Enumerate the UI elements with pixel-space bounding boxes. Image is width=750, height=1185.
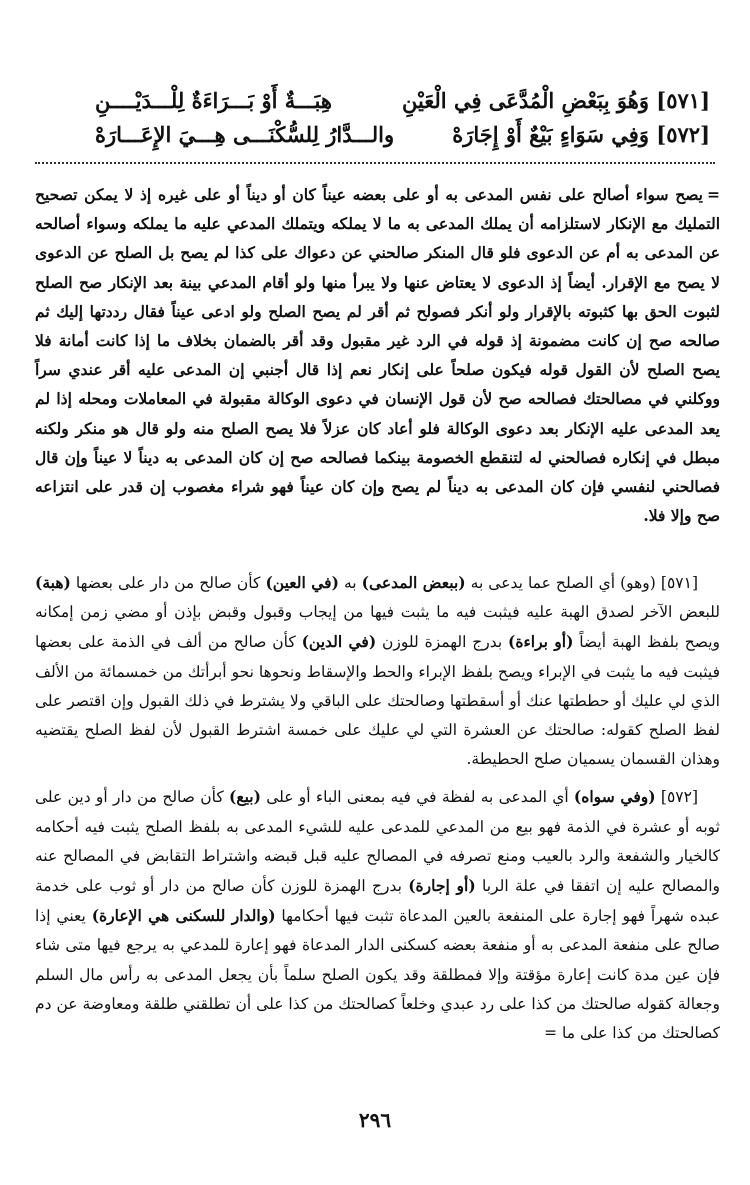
- commentary: [35, 568, 720, 1056]
- commentary-text: به: [338, 574, 362, 592]
- verse-572-first-hemistich: [452, 122, 710, 147]
- footnote-marker: =: [707, 185, 720, 204]
- commentary-text: (وهو) أي الصلح عما يدعى به: [465, 574, 656, 592]
- page-number: ٢٩٦: [358, 1108, 392, 1132]
- dotted-divider: [35, 162, 715, 164]
- matn-quote: (في العين): [265, 573, 339, 592]
- matn-quote: (ببعض المدعى): [361, 573, 466, 592]
- matn-quote: (في الدين): [301, 632, 377, 652]
- verse-block: [95, 88, 710, 156]
- verse-571-number: [٥٧١]: [656, 88, 710, 113]
- matn-quote: (هبة): [35, 573, 71, 592]
- footnote-continuation: [35, 180, 720, 530]
- commentary-paragraph-571: [35, 568, 720, 774]
- paragraph-label: [٥٧١]: [660, 574, 698, 592]
- commentary-text: بدرج الهمزة للوزن: [376, 633, 509, 652]
- commentary-text: يعني إذا صالح على منفعة المدعى به أو منفعة بعضه كسكنى الدار المدعاة فهو إعارة للمدعي به يرجع فيها متى شاء فإن عين مدة كانت إعارة مؤقتة وإلا فمطلقة وقد يكون الصلح سلماً بأن يجعل المدعى به رأس مال السلم وجعالة كقوله صالحتك من كذا على رد عبدي وخلعاً كصالحتك من كذا على أن تطلقني طلقة ومعاوضة عن دم كصالحتك من كذا على ما =: [35, 907, 720, 1043]
- verse-571-first-text: وَهُوَ بِبَعْضِ الْمُدَّعَى فِي الْعَيْنِ: [401, 88, 649, 113]
- verse-572-first-text: وَفِي سَوَاءٍ بَيْعٌ أَوْ إِجَارَهْ: [452, 122, 649, 147]
- commentary-text: كأن صالح من دار على بعضها: [70, 574, 266, 592]
- verse-572-second-hemistich: والـــدَّارُ لِلسُّكْنَـــى هِـــيَ الإِعَـــارَهْ: [95, 122, 395, 147]
- commentary-text: كأن صالح من ألف في الذمة على بعضها فيثبت فيه ما يثبت في الإبراء ويصح بلفظ الإبراء والحط والإسقاط ونحوها نحو أبرأتك من خمسمائة من الألف الذي لي عليك أو حططتها عنك أو أسقطتها وصالحتك على الباقي ولا يشترط في ذلك القبول وإن اقتصر على لفظ الصلح كقوله: صالحتك عن العشرة التي لي عليك على خمسة اشترط القبول لأن لفظ الصلح يقتضيه وهذان القسمان يسميان صلح الحطيطة.: [35, 633, 720, 769]
- matn-quote: (والدار للسكنى هي الإعارة): [91, 906, 276, 926]
- paragraph-runs: [35, 574, 720, 768]
- matn-quote: (أو إجارة): [408, 876, 476, 896]
- verse-571-second-hemistich: هِبَـــةٌ أَوْ بَـــرَاءَةٌ لِلْـــدَيْــــنِ: [95, 88, 332, 113]
- commentary-text: كأن صالح من دار أو دين على ثوبه أو عشرة في الذمة فهو بيع من المدعي للمدعى عليه للشيء المدعى به بلفظ الصلح يثبت فيه أحكامه كالخيار والشفعة والرد بالعيب ومنع تصرفه في المصالح عليه قبل قبضه واشتراط التقابض في المصالح عنه والمصالح عليه إن اتفقا في علة الربا: [35, 788, 721, 896]
- paragraph-runs: [35, 788, 720, 1042]
- matn-quote: (وفي سواه): [573, 787, 656, 807]
- footnote-text: يصح سواء أصالح على نفس المدعى به أو على بعضه عيناً كان أو ديناً أو على غيره إذ لا يمكن تصحيح التمليك مع الإنكار لاستلزامه أن يملك المدعى به ما لا يملكه ويتملك المدعي عليه ما يملكه وسواء أصالحه عن المدعى به أم عن الدعوى فلو قال المنكر صالحني عن دعواك على كذا لم يصح بل الصلح عن الدعوى لا يصح مع الإقرار. أيضاً إذ الدعوى لا يعتاض عنها ولا يبرأ منها ولو أقام المدعي بينة بعد الإنكار صح الصلح لثبوت الحق بها كثبوته بالإقرار ولو أنكر فصولح ثم أقر لم يصح الصلح ولو ادعى عيناً فقال رددتها إليك ثم صالحه صح إن كانت مضمونة إذ قوله في الرد غير مقبول وقد أقر بالضمان بخلاف ما إذا كانت أمانة فلا يصح الصلح لأن القول قوله فيكون صلحاً على إنكار نعم إذا قال أجنبي إن المدعى عليه أقر عندي سراً ووكلني في مصالحتك فصالحه صح لأن قول الإنسان في دعوى الوكالة مقبولة في المعاملات ومحله إذا لم يعد المدعى عليه الإنكار بعد دعوى الوكالة فلو أعاد كان عزلاً فلا يصح الصلح منه ولو قال هو منكر ولكنه مبطل في إنكاره فصالحني له لتنقطع الخصومة بينكما فصالحه صح إن كان المدعى به ديناً لا عيناً وإن قال فصالحني لنفسي فإن كان المدعى به ديناً لم يصح وإن كان عيناً فهو شراء مغصوب إن قدر على انتزاعه صح وإلا فلا.: [35, 185, 720, 526]
- verse-571-first-hemistich: [402, 88, 710, 113]
- verse-572-number: [٥٧٢]: [656, 122, 710, 147]
- commentary-text: بدرج الهمزة للوزن كأن صالح من دار أو ثوب على خدمة عبده شهراً فهو إجارة على المنفعة بالعين المدعاة تثبت فيها أحكامها: [35, 877, 720, 926]
- commentary-paragraph-572: [35, 782, 720, 1048]
- paragraph-label: [٥٧٢]: [660, 788, 698, 807]
- commentary-text: أي المدعى به لفظة في فيه بمعنى الباء أو على: [260, 788, 574, 807]
- verse-572: [95, 122, 710, 156]
- commentary-text: للبعض الآخر لصدق الهبة عليه فيثبت فيه ما يثبت فيها من إيجاب وقبول وقبض بإذن أو مضي زمن إمكانه ويصح بلفظ الهبة أيضاً: [35, 603, 720, 652]
- verse-571: [95, 88, 710, 122]
- matn-quote: (بيع): [229, 787, 261, 807]
- matn-quote: (أو براءة): [508, 632, 574, 652]
